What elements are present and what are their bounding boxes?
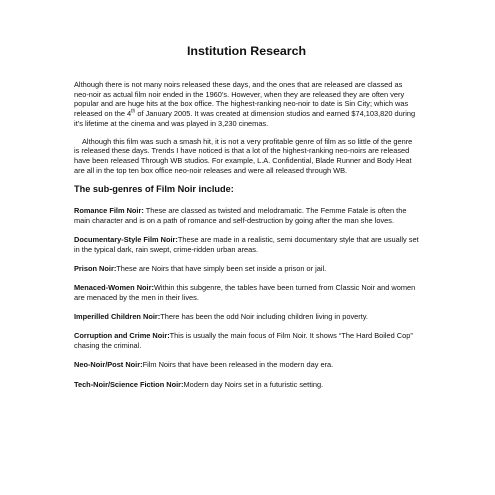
subgenre-description: There has been the odd Noir including children living in poverty. (160, 312, 368, 322)
subgenre-name: Neo-Noir/Post Noir: (74, 360, 143, 370)
subgenre-name: Prison Noir: (74, 264, 117, 274)
subgenre-name: Tech-Noir/Science Fiction Noir: (74, 379, 184, 389)
subgenre-item (74, 331, 419, 350)
subgenre-item (74, 380, 419, 390)
subgenre-name: Romance Film Noir: (74, 206, 144, 216)
subgenre-item (74, 283, 419, 302)
paragraph-box-office (74, 80, 419, 129)
subgenre-item (74, 360, 419, 370)
subgenre-description: These are Noirs that have simply been set inside a prison or jail. (116, 264, 327, 274)
subgenre-description: Film Noirs that have been released in the modern day era. (142, 360, 334, 370)
subgenres-heading: The sub-genres of Film Noir include: (74, 184, 234, 195)
subgenre-name: Imperilled Children Noir: (74, 312, 161, 322)
subgenre-name: Documentary-Style Film Noir: (74, 235, 178, 245)
subgenre-description: These are made in a realistic, semi documentary style that are usually set in the typical dark, rain swept, crime-ridden urban areas. (74, 235, 419, 254)
document-title: Institution Research (186, 44, 307, 58)
ordinal-suffix: th (131, 108, 136, 115)
subgenre-item (74, 264, 419, 274)
subgenre-description: This is usually the main focus of Film Noir. It shows “The Hard Boiled Cop” chasing the criminal. (74, 331, 413, 351)
paragraph-box-office-text-1: Although there is not many noirs released these days, and the ones that are released are classed as neo-noir as actual film noir ended in the 1960’s. However, when they are released they are often very popular and are huge hits at the box office. The highest-ranking neo-noir to date is Sin City; which was released on the 4 (74, 80, 409, 119)
subgenre-item (74, 312, 419, 322)
subgenre-description: Within this subgenre, the tables have been turned from Classic Noir and women are menaced by the men in their lives. (74, 283, 416, 303)
subgenre-description: These are classed as twisted and melodramatic. The Femme Fatale is often the main character and is on a path of romance and self-destruction by going after the man she loves. (74, 206, 407, 226)
subgenre-name: Corruption and Crime Noir: (74, 331, 170, 341)
paragraph-trends: Although this film was such a smash hit, it is not a very profitable genre of film as so little of the genre is released these days. Trends I have noticed is that a lot of the highest-ranking neo-noirs are released have been released Through WB studios. For example, L.A. Confidential, Blade Runner and Body Heat are all in the top ten box office neo-noir releases and were all released through WB. (74, 136, 413, 175)
subgenre-description: Modern day Noirs set in a futuristic setting. (183, 379, 324, 389)
paragraph-box-office-text-2: of January 2005. It was created at dimension studios and earned $74,103,820 during it’s lifetime at the cinema and was played in 3,230 cinemas. (74, 109, 416, 128)
subgenre-item (74, 206, 419, 225)
subgenre-name: Menaced-Women Noir: (74, 283, 154, 293)
subgenre-item (74, 235, 419, 254)
